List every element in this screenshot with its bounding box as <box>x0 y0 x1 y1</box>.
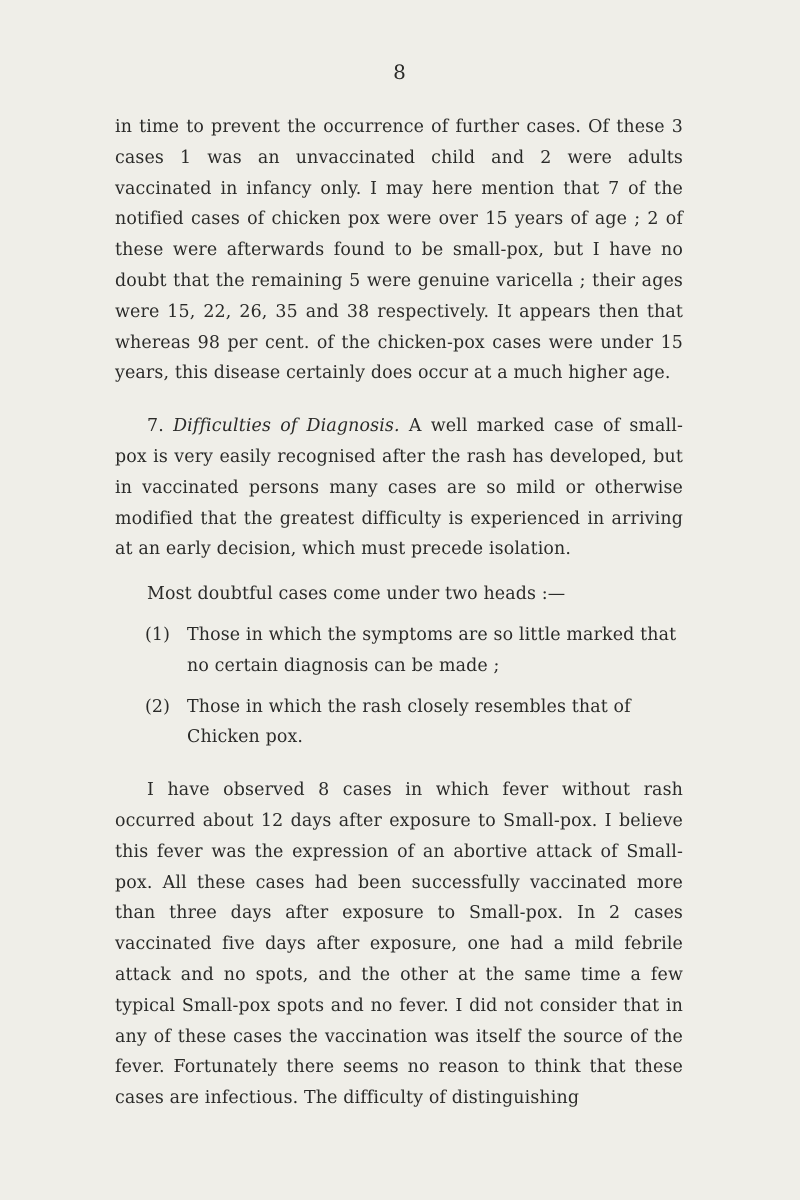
list-item-text: Those in which the symptoms are so little marked that no certain diagnosis can be made ; <box>187 624 677 676</box>
page-number: 8 <box>393 60 407 84</box>
list-item-number: (2) <box>145 696 171 717</box>
paragraph-fever-cases: I have observed 8 cases in which fever without rash occurred about 12 days after exposure to Small-pox. I believe this fever was the expression of an abortive attack of Small-pox. All these cases had been successfully vaccinated more than three days after exposure to Small-pox. In 2 cases vaccinated five days after exposure, one had a mild febrile attack and no spots, and the other at the same time a few typical Small-pox spots and no fever. I did not consider that in any of these cases the vaccination was itself the source of the fever. Fortunately there seems no reason to think that these cases are infectious. The difficulty of distinguishing <box>115 780 683 1109</box>
body-text <box>115 112 683 1114</box>
list-item-number: (1) <box>145 624 171 645</box>
list-item <box>145 620 683 682</box>
list-item <box>145 692 683 754</box>
paragraph-difficulties-text: A well marked case of small-pox is very easily recognised after the rash has developed, but in vaccinated persons many cases are so mild or otherwise modified that the greatest difficulty is experienced in arriving at an early decision, which must precede isolation. <box>115 416 684 560</box>
paragraph-doubtful-cases: Most doubtful cases come under two heads :— <box>147 584 566 605</box>
section-heading: Difficulties of Diagnosis. <box>173 416 400 437</box>
paragraph-difficulties <box>115 411 683 565</box>
list-item-text: Those in which the rash closely resembles that of Chicken pox. <box>187 696 631 748</box>
section-number: 7. <box>147 416 164 437</box>
paragraph-continuation: in time to prevent the occurrence of further cases. Of these 3 cases 1 was an unvaccinated child and 2 were adults vaccinated in infancy only. I may here mention that 7 of the notified cases of chicken pox were over 15 years of age ; 2 of these were afterwards found to be small-pox, but I have no doubt that the remaining 5 were genuine varicella ; their ages were 15, 22, 26, 35 and 38 respectively. It appears then that whereas 98 per cent. of the chicken-pox cases were under 15 years, this disease certainly does occur at a much higher age. <box>115 117 683 384</box>
